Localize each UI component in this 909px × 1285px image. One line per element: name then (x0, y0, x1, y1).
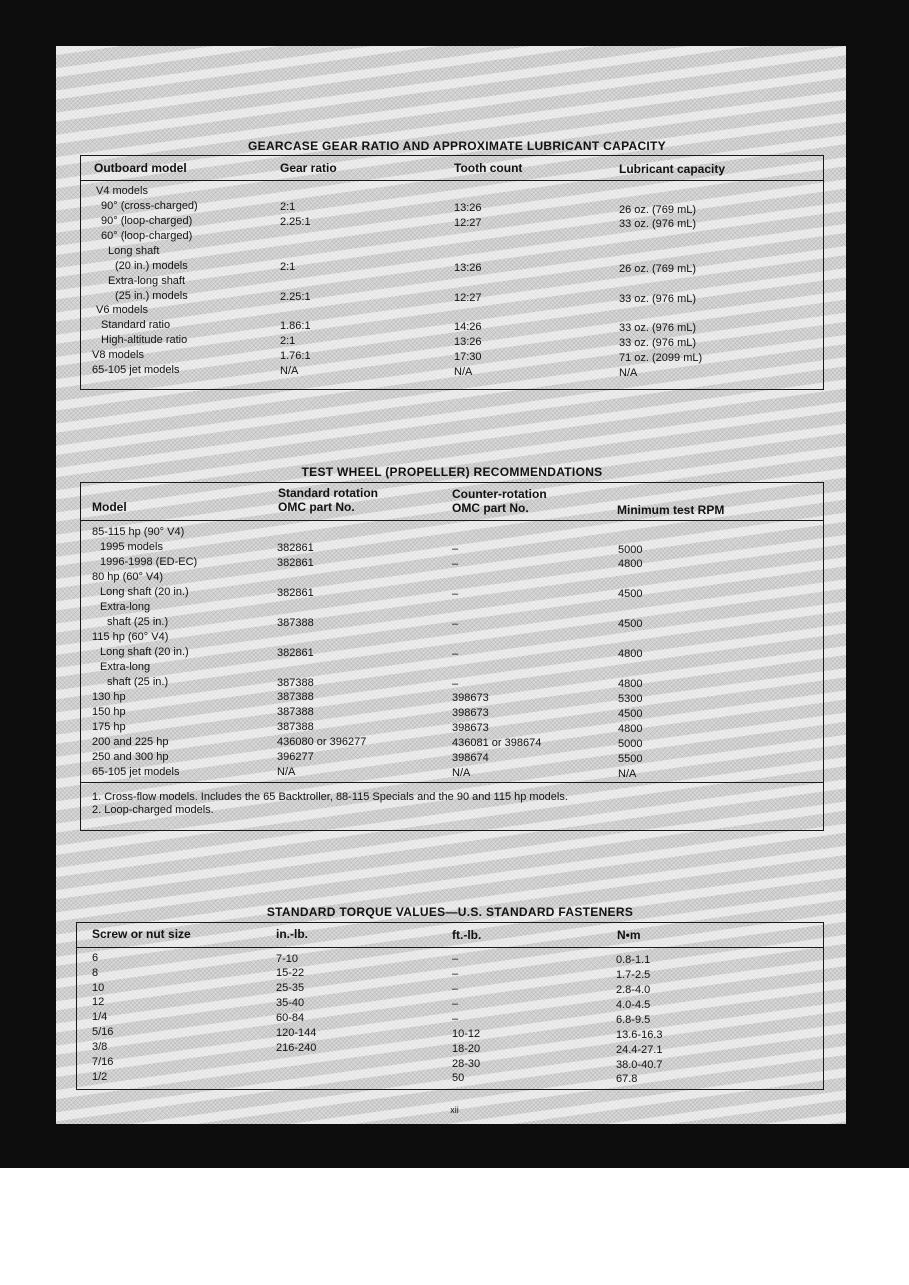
nm-cell: 24.4-27.1 (616, 1044, 663, 1056)
gearcase-header-model: Outboard model (94, 161, 187, 175)
teeth-cell: 13:26 (454, 202, 482, 214)
std-part-cell: 436080 or 396277 (277, 736, 367, 748)
model-cell: 250 and 300 hp (92, 751, 169, 763)
rpm-cell: 4800 (618, 723, 643, 735)
ratio-cell: 2:1 (280, 261, 296, 273)
model-cell: High-altitude ratio (101, 334, 188, 346)
nm-cell: 6.8-9.5 (616, 1014, 651, 1026)
teeth-cell: 13:26 (454, 262, 482, 274)
torque-header-ftlb: ft.-lb. (452, 928, 482, 942)
footnote-2: 2. Loop-charged models. (92, 804, 214, 816)
torque-header-rule (76, 947, 824, 948)
ctr-part-cell: – (452, 678, 459, 690)
model-cell: (20 in.) models (115, 260, 188, 272)
inlb-cell: 7-10 (276, 953, 299, 965)
gearcase-table (80, 155, 824, 390)
std-part-cell: 387388 (277, 691, 314, 703)
model-cell: V4 models (96, 185, 148, 197)
model-cell: 175 hp (92, 721, 126, 733)
gearcase-header-capacity: Lubricant capacity (619, 162, 726, 176)
teeth-cell: 17:30 (454, 351, 482, 363)
capacity-cell: 26 oz. (769 mL) (619, 263, 697, 275)
gearcase-title: GEARCASE GEAR RATIO AND APPROXIMATE LUBRICANT CAPACITY (248, 139, 666, 153)
ctr-part-cell: – (452, 588, 459, 600)
model-cell: Extra-long shaft (108, 275, 186, 287)
ctr-part-cell: 436081 or 398674 (452, 737, 542, 749)
model-cell: 90° (loop-charged) (101, 215, 193, 227)
ftlb-cell: – (452, 968, 459, 980)
ratio-cell: 2:1 (280, 201, 296, 213)
ctr-part-cell: 398673 (452, 707, 489, 719)
model-cell: V6 models (96, 304, 148, 316)
rpm-cell: 5500 (618, 753, 643, 765)
ctr-part-cell: – (452, 618, 459, 630)
std-part-cell: 396277 (277, 751, 314, 763)
size-cell: 1/4 (92, 1011, 108, 1023)
inlb-cell: 60-84 (276, 1012, 305, 1024)
model-cell: 60° (loop-charged) (101, 230, 193, 242)
capacity-cell: 33 oz. (976 mL) (619, 293, 697, 305)
std-part-cell: N/A (277, 766, 296, 778)
inlb-cell: 120-144 (276, 1027, 317, 1039)
rpm-cell: 4500 (618, 708, 643, 720)
model-cell: 1996-1998 (ED-EC) (100, 556, 198, 568)
page-number: xii (450, 1105, 459, 1115)
torque-header-inlb: in.-lb. (276, 927, 308, 941)
model-cell: 200 and 225 hp (92, 736, 169, 748)
ftlb-cell: – (452, 953, 459, 965)
nm-cell: 4.0-4.5 (616, 999, 651, 1011)
capacity-cell: N/A (619, 367, 638, 379)
ratio-cell: 1.76:1 (280, 350, 311, 362)
std-part-cell: 387388 (277, 721, 314, 733)
testwheel-header-std-line2: OMC part No. (278, 500, 355, 514)
capacity-cell: 71 oz. (2099 mL) (619, 352, 703, 364)
model-cell: Extra-long (100, 601, 151, 613)
ftlb-cell: – (452, 1013, 459, 1025)
model-cell: 80 hp (60° V4) (92, 571, 164, 583)
std-part-cell: 387388 (277, 706, 314, 718)
std-part-cell: 387388 (277, 677, 314, 689)
model-cell: Long shaft (20 in.) (100, 586, 189, 598)
torque-header-size: Screw or nut size (92, 927, 191, 941)
rpm-cell: 4500 (618, 588, 643, 600)
gearcase-header-ratio: Gear ratio (280, 161, 337, 175)
model-cell: shaft (25 in.) (107, 676, 169, 688)
model-cell: 130 hp (92, 691, 126, 703)
testwheel-header-rpm: Minimum test RPM (617, 503, 725, 517)
size-cell: 1/2 (92, 1071, 108, 1083)
size-cell: 5/16 (92, 1026, 114, 1038)
nm-cell: 13.6-16.3 (616, 1029, 663, 1041)
ctr-part-cell: N/A (452, 767, 471, 779)
nm-cell: 1.7-2.5 (616, 969, 651, 981)
ratio-cell: 1.86:1 (280, 320, 311, 332)
ftlb-cell: – (452, 983, 459, 995)
size-cell: 6 (92, 952, 99, 964)
torque-title: STANDARD TORQUE VALUES—U.S. STANDARD FASTENERS (266, 905, 634, 919)
model-cell: shaft (25 in.) (107, 616, 169, 628)
rpm-cell: 4500 (618, 618, 643, 630)
capacity-cell: 33 oz. (976 mL) (619, 337, 697, 349)
rpm-cell: 4800 (618, 678, 643, 690)
size-cell: 10 (92, 982, 105, 994)
teeth-cell: N/A (454, 366, 473, 378)
nm-cell: 38.0-40.7 (616, 1059, 663, 1071)
ctr-part-cell: – (452, 558, 459, 570)
model-cell: 115 hp (60° V4) (92, 631, 169, 643)
model-cell: (25 in.) models (115, 290, 188, 302)
ftlb-cell: 10-12 (452, 1028, 481, 1040)
teeth-cell: 13:26 (454, 336, 482, 348)
rpm-cell: 5000 (618, 544, 643, 556)
rpm-cell: 4800 (618, 558, 643, 570)
std-part-cell: 382861 (277, 557, 314, 569)
gearcase-header-teeth: Tooth count (454, 161, 523, 175)
ftlb-cell: – (452, 998, 459, 1010)
inlb-cell: 15-22 (276, 967, 305, 979)
ftlb-cell: 28-30 (452, 1058, 481, 1070)
teeth-cell: 14:26 (454, 321, 482, 333)
footnote-1: 1. Cross-flow models. Includes the 65 Backtroller, 88-115 Specials and the 90 and 115 hp models. (92, 791, 568, 803)
model-cell: Extra-long (100, 661, 151, 673)
model-cell: 65-105 jet models (92, 364, 180, 376)
size-cell: 12 (92, 996, 105, 1008)
std-part-cell: 382861 (277, 542, 314, 554)
ctr-part-cell: – (452, 543, 459, 555)
rpm-cell: 5300 (618, 693, 643, 705)
testwheel-header-model: Model (92, 500, 127, 514)
rpm-cell: N/A (618, 768, 637, 780)
ctr-part-cell: – (452, 648, 459, 660)
testwheel-footnote-rule (80, 782, 824, 783)
model-cell: 65-105 jet models (92, 766, 180, 778)
ctr-part-cell: 398674 (452, 752, 489, 764)
rpm-cell: 5000 (618, 738, 643, 750)
model-cell: Long shaft (20 in.) (100, 646, 189, 658)
size-cell: 8 (92, 967, 99, 979)
model-cell: 85-115 hp (90° V4) (92, 526, 185, 538)
model-cell: 1995 models (100, 541, 163, 553)
ratio-cell: 2.25:1 (280, 291, 311, 303)
ftlb-cell: 18-20 (452, 1043, 481, 1055)
gearcase-header-rule (80, 180, 824, 181)
ratio-cell: 2:1 (280, 335, 296, 347)
size-cell: 7/16 (92, 1056, 114, 1068)
std-part-cell: 382861 (277, 587, 314, 599)
inlb-cell: 35-40 (276, 997, 305, 1009)
ratio-cell: N/A (280, 365, 299, 377)
testwheel-header-std-line1: Standard rotation (278, 486, 379, 500)
model-cell: Long shaft (108, 245, 160, 257)
nm-cell: 0.8-1.1 (616, 954, 651, 966)
ratio-cell: 2.25:1 (280, 216, 311, 228)
testwheel-header-rule (80, 520, 824, 521)
torque-header-nm: N•m (617, 928, 641, 942)
capacity-cell: 33 oz. (976 mL) (619, 322, 697, 334)
teeth-cell: 12:27 (454, 217, 482, 229)
model-cell: Standard ratio (101, 319, 171, 331)
capacity-cell: 33 oz. (976 mL) (619, 218, 697, 230)
size-cell: 3/8 (92, 1041, 108, 1053)
nm-cell: 2.8-4.0 (616, 984, 651, 996)
ctr-part-cell: 398673 (452, 722, 489, 734)
testwheel-header-ctr-line1: Counter-rotation (452, 487, 547, 501)
std-part-cell: 382861 (277, 647, 314, 659)
inlb-cell: 25-35 (276, 982, 305, 994)
rpm-cell: 4800 (618, 648, 643, 660)
testwheel-header-ctr-line2: OMC part No. (452, 501, 529, 515)
capacity-cell: 26 oz. (769 mL) (619, 204, 697, 216)
model-cell: 150 hp (92, 706, 126, 718)
teeth-cell: 12:27 (454, 292, 482, 304)
ctr-part-cell: 398673 (452, 692, 489, 704)
testwheel-title: TEST WHEEL (PROPELLER) RECOMMENDATIONS (301, 465, 603, 479)
ftlb-cell: 50 (452, 1072, 465, 1084)
inlb-cell: 216-240 (276, 1042, 317, 1054)
std-part-cell: 387388 (277, 617, 314, 629)
model-cell: V8 models (92, 349, 144, 361)
nm-cell: 67.8 (616, 1073, 638, 1085)
model-cell: 90° (cross-charged) (101, 200, 198, 212)
